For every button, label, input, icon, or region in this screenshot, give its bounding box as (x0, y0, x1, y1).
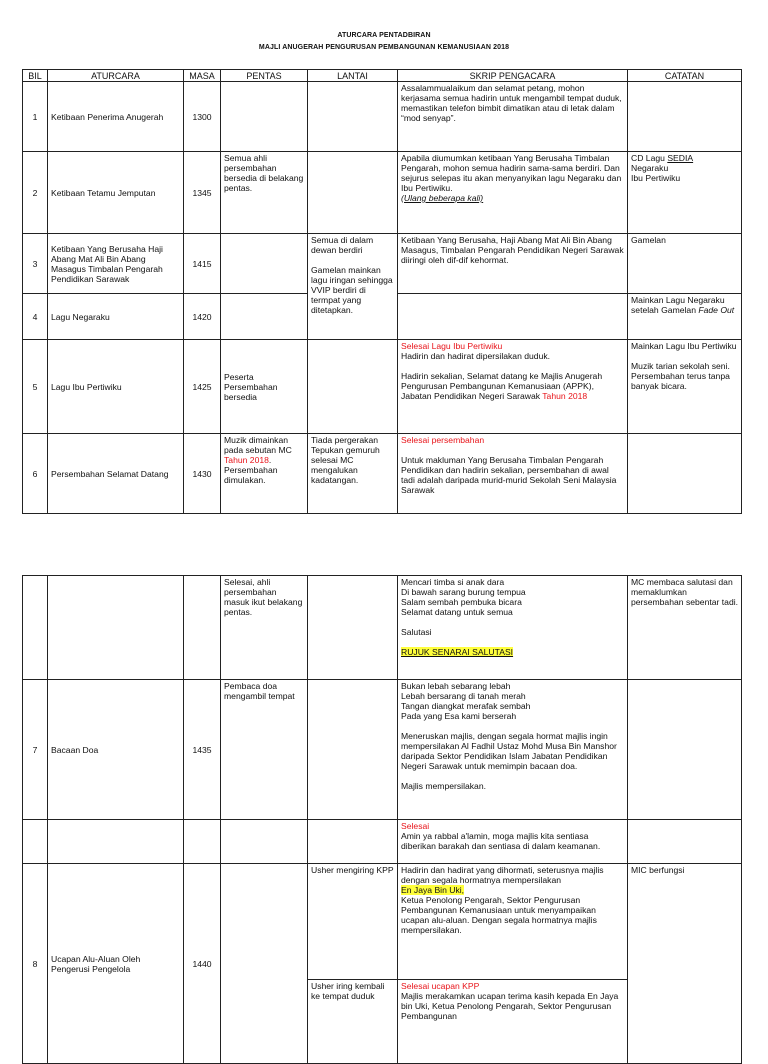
lantai-text: Gamelan mainkan lagu iringan sehingga VVIP berdiri di termpat yang ditetapkan. (311, 265, 393, 315)
col-header-masa: MASA (184, 70, 221, 82)
document-subtitle: MAJLI ANUGERAH PENGURUSAN PEMBANGUNAN KEMANUSIAAN 2018 (258, 44, 510, 51)
cell-pentas (221, 434, 308, 514)
cell-masa: 1435 (184, 680, 221, 820)
cell-skrip (398, 294, 628, 340)
cell-skrip (398, 576, 628, 680)
cell-pentas (221, 294, 308, 340)
cell-bil: 1 (23, 82, 48, 152)
skrip-text: Meneruskan majlis, dengan segala hormat majlis ingin mempersilakan Al Fadhil Ustaz Mohd Musa Bin Manshor daripada Sektor Pendidikan Islam Jabatan Pendidikan Negeri Sarawak untuk memimpin bacaan doa. (401, 731, 617, 771)
skrip-red: Selesai persembahan (401, 435, 485, 445)
cell-pentas (221, 234, 308, 294)
cell-aturcara: Persembahan Selamat Datang (48, 434, 184, 514)
table-row (23, 820, 742, 864)
cell-bil (23, 576, 48, 680)
cell-catatan (628, 680, 742, 820)
cell-masa: 1430 (184, 434, 221, 514)
pantun-line: Selamat datang untuk semua (401, 607, 513, 617)
cell-aturcara: Lagu Negaraku (48, 294, 184, 340)
pentas-text: Muzik dimainkan pada sebutan MC (224, 435, 292, 455)
skrip-text: Amin ya rabbal a'lamin, moga majlis kita sentiasa diberikan barakah dan sentiasa di dalam keamanan. (401, 831, 601, 851)
cell-skrip (398, 152, 628, 234)
pentas-red: Tahun 2018 (224, 455, 269, 465)
cell-lantai (308, 82, 398, 152)
table-header-row (23, 70, 742, 82)
catatan-line: Negaraku (631, 163, 669, 173)
skrip-text: Apabila diumumkan ketibaan Yang Berusaha Timbalan Pengarah, mohon semua hadirin sama-sama berdiri. Dan sejurus selepas itu akan menyanyikan lagu Negaraku dan Ibu Pertiwiku. (401, 153, 622, 193)
col-header-skrip: SKRIP PENGACARA (398, 70, 628, 82)
pentas-text: . Persembahan dimulakan. (224, 455, 278, 485)
cell-masa: 1420 (184, 294, 221, 340)
cell-aturcara: Ketibaan Tetamu Jemputan (48, 152, 184, 234)
skrip-text: Ketua Penolong Pengarah, Sektor Pengurusan Pembangunan Kemanusiaan untuk menyampaikan ucapan alu-aluan. Dengan segala hormatnya majlis mempersilakan. (401, 895, 597, 935)
cell-bil: 7 (23, 680, 48, 820)
pantun-line: Tangan diangkat merafak sembah (401, 701, 531, 711)
cell-masa: 1440 (184, 864, 221, 1064)
table-row (23, 576, 742, 680)
table-row (23, 680, 742, 820)
skrip-text: Hadirin dan hadirat dipersilakan duduk. (401, 351, 551, 361)
cell-masa: 1425 (184, 340, 221, 434)
pantun-line: Di bawah sarang burung tempua (401, 587, 526, 597)
table-row (23, 82, 742, 152)
cell-skrip (398, 864, 628, 1064)
cell-pentas: Pembaca doa mengambil tempat (221, 680, 308, 820)
cell-catatan (628, 434, 742, 514)
cell-aturcara: Lagu Ibu Pertiwiku (48, 340, 184, 434)
cell-lantai (308, 680, 398, 820)
cell-pentas: Semua ahli persembahan bersedia di belakang pentas. (221, 152, 308, 234)
cell-catatan: MIC berfungsi (628, 864, 742, 1064)
cell-bil: 3 (23, 234, 48, 294)
skrip-red: Selesai ucapan KPP (401, 981, 480, 991)
cell-bil (23, 820, 48, 864)
pantun-line: Mencari timba si anak dara (401, 577, 505, 587)
skrip-text: Untuk makluman Yang Berusaha Timbalan Pengarah Pendidikan dan hadirin sekalian, persembahan di awal tadi adalah daripada murid-murid Sekolah Seni Malaysia Sarawak (401, 455, 617, 495)
cell-skrip: Assalammualaikum dan selamat petang, mohon kerjasama semua hadirin untuk mengambil tempat duduk, memastikan telefon bimbit dimatikan atau di letak dalam “mod senyap”. (398, 82, 628, 152)
catatan-line: Persembahan terus tanpa banyak bicara. (631, 371, 730, 391)
table-row (23, 864, 742, 1064)
cell-skrip (398, 820, 628, 864)
cell-skrip (398, 680, 628, 820)
pantun-line: Bukan lebah sebarang lebah (401, 681, 511, 691)
cell-masa (184, 820, 221, 864)
cell-aturcara: Ketibaan Penerima Anugerah (48, 82, 184, 152)
cell-aturcara (48, 576, 184, 680)
catatan-line: Muzik tarian sekolah seni. (631, 361, 730, 371)
cell-lantai: Tiada pergerakan Tepukan gemuruh selesai MC mengalukan kadatangan. (308, 434, 398, 514)
table-row (23, 434, 742, 514)
skrip-note: (Ulang beberapa kali) (401, 193, 484, 203)
cell-bil: 6 (23, 434, 48, 514)
cell-catatan: MC membaca salutasi dan memaklumkan persembahan sebentar tadi. (628, 576, 742, 680)
cell-skrip: Ketibaan Yang Berusaha, Haji Abang Mat Ali Bin Abang Masagus, Timbalan Pengarah Pendidikan Negeri Sarawak diiringi oleh dif-dif kehormat. (398, 234, 628, 294)
cell-catatan (628, 340, 742, 434)
cell-bil: 2 (23, 152, 48, 234)
cell-lantai (308, 576, 398, 680)
cell-pentas: Selesai, ahli persembahan masuk ikut belakang pentas. (221, 576, 308, 680)
cell-lantai (308, 234, 398, 340)
cell-lantai (308, 340, 398, 434)
cell-aturcara: Ketibaan Yang Berusaha Haji Abang Mat Ali Bin Abang Masagus Timbalan Pengarah Pendidikan Sarawak (48, 234, 184, 294)
cell-bil: 4 (23, 294, 48, 340)
col-header-lantai: LANTAI (308, 70, 398, 82)
cell-aturcara (48, 820, 184, 864)
lantai-text: Semua di dalam dewan berdiri (311, 235, 374, 255)
schedule-table-1 (22, 69, 742, 514)
pantun-line: Salam sembah pembuka bicara (401, 597, 522, 607)
cell-catatan (628, 82, 742, 152)
skrip-red: Tahun 2018 (542, 391, 588, 401)
catatan-italic: Fade Out (698, 305, 735, 315)
cell-skrip (398, 434, 628, 514)
cell-aturcara: Bacaan Doa (48, 680, 184, 820)
col-header-pentas: PENTAS (221, 70, 308, 82)
cell-masa: 1345 (184, 152, 221, 234)
lantai-text: Usher iring kembali ke tempat duduk (311, 981, 385, 1001)
skrip-red: Selesai Lagu Ibu Pertiwiku (401, 341, 503, 351)
cell-pentas (221, 820, 308, 864)
cell-bil: 8 (23, 864, 48, 1064)
cell-catatan (628, 820, 742, 864)
cell-masa: 1415 (184, 234, 221, 294)
catatan-text: Mainkan Lagu Negaraku setelah Gamelan (631, 295, 725, 315)
catatan-line: Mainkan Lagu Ibu Pertiwiku (631, 341, 737, 351)
pantun-line: Pada yang Esa kami berserah (401, 711, 517, 721)
cell-catatan (628, 294, 742, 340)
skrip-highlight: En Jaya Bin Uki, (401, 885, 465, 895)
skrip-text: Hadirin sekalian, Selamat datang ke Majlis Anugerah Pengurusan Pembangunan Kemanusiaan (APPK), Jabatan Pendidikan Negeri Sarawak (401, 371, 603, 401)
skrip-text: Hadirin dan hadirat yang dihormati, seterusnya majlis dengan segala hormatnya mempersilakan (401, 865, 604, 885)
cell-lantai (308, 864, 398, 1064)
table-row (23, 234, 742, 294)
cell-masa: 1300 (184, 82, 221, 152)
cell-skrip (398, 340, 628, 434)
catatan-underlined: SEDIA (667, 153, 694, 163)
skrip-text: Majlis merakamkan ucapan terima kasih kepada En Jaya bin Uki, Ketua Penolong Pengarah, Sektor Pengurusan Pembangunan (401, 991, 619, 1021)
catatan-text: CD Lagu (631, 153, 668, 163)
salutasi-label: Salutasi (401, 627, 432, 637)
cell-lantai (308, 152, 398, 234)
cell-bil: 5 (23, 340, 48, 434)
pantun-line: Lebah bersarang di tanah merah (401, 691, 526, 701)
document-title: ATURCARA PENTADBIRAN (337, 32, 431, 39)
col-header-catatan: CATATAN (628, 70, 742, 82)
cell-aturcara: Ucapan Alu-Aluan Oleh Pengerusi Pengelola (48, 864, 184, 1064)
table-row (23, 152, 742, 234)
table-row (23, 340, 742, 434)
cell-pentas (221, 864, 308, 1064)
col-header-bil: BIL (23, 70, 48, 82)
cell-pentas: Peserta Persembahan bersedia (221, 340, 308, 434)
schedule-table-2 (22, 575, 742, 1064)
rujuk-salutasi: RUJUK SENARAI SALUTASI (401, 647, 514, 657)
cell-catatan: Gamelan (628, 234, 742, 294)
cell-pentas (221, 82, 308, 152)
lantai-text: Usher mengiring KPP (311, 865, 394, 875)
skrip-text: Majlis mempersilakan. (401, 781, 487, 791)
cell-masa (184, 576, 221, 680)
cell-lantai (308, 820, 398, 864)
cell-catatan (628, 152, 742, 234)
catatan-line: Ibu Pertiwiku (631, 173, 681, 183)
col-header-aturcara: ATURCARA (48, 70, 184, 82)
skrip-red: Selesai (401, 821, 430, 831)
